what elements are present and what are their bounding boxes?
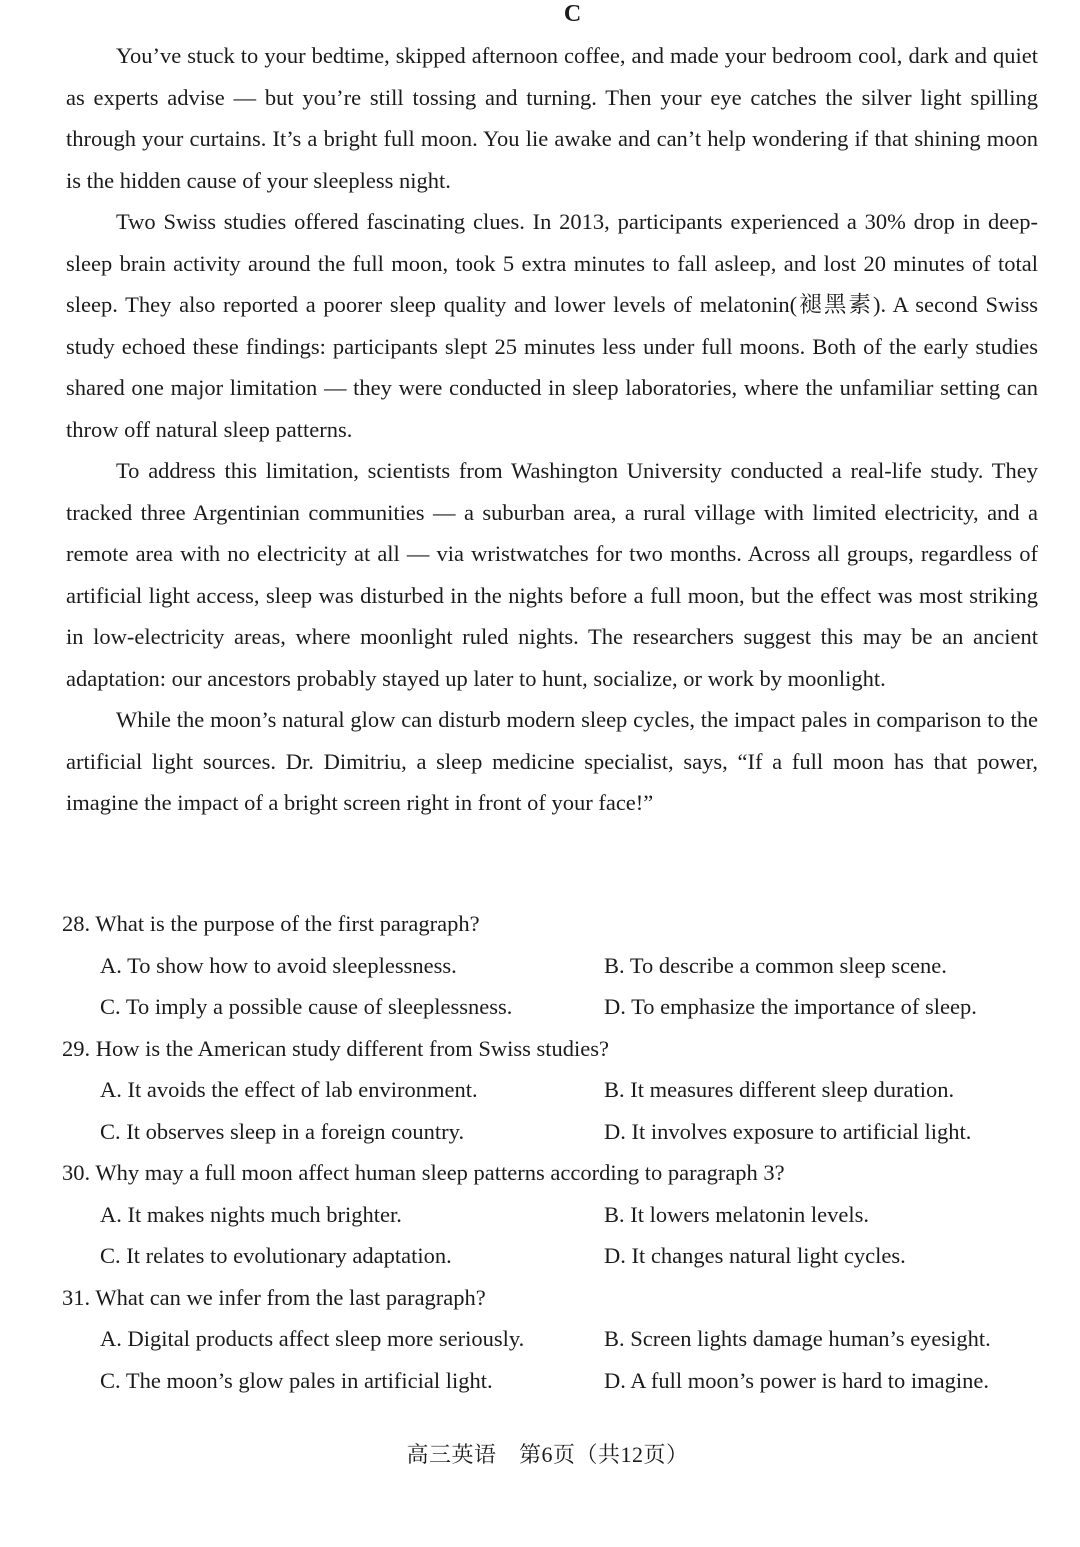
option-b: B. To describe a common sleep scene.	[604, 952, 947, 978]
option-a: A. Digital products affect sleep more seriously.	[100, 1326, 525, 1351]
question-29	[62, 1028, 1042, 1153]
section-letter: C	[563, 1, 582, 27]
passage-paragraph-4: While the moon’s natural glow can disturb modern sleep cycles, the impact pales in comparison to the artificial light sources. Dr. Dimitriu, a sleep medicine specialist, says, “If a full moon has that power, imagine the impact of a bright screen right in front of your face!”	[66, 707, 1038, 815]
option-b: B. It measures different sleep duration.	[604, 1077, 955, 1102]
option-row	[62, 1069, 1042, 1111]
question-30	[62, 1152, 1042, 1277]
question-28	[62, 903, 1042, 1028]
question-stem: 30. Why may a full moon affect human sleep patterns according to paragraph 3?	[62, 1160, 785, 1185]
question-31	[62, 1277, 1042, 1402]
option-d: D. It involves exposure to artificial light.	[604, 1118, 972, 1144]
page-footer: 高三英语 第6页（共12页）	[406, 1442, 689, 1467]
passage-paragraph-1: You’ve stuck to your bedtime, skipped afternoon coffee, and made your bedroom cool, dark and quiet as experts advise — but you’re still tossing and turning. Then your eye catches the silver light spilling through your curtains. It’s a bright full moon. You lie awake and can’t help wondering if that shining moon is the hidden cause of your sleepless night.	[66, 43, 1038, 193]
option-a: A. To show how to avoid sleeplessness.	[100, 952, 457, 978]
option-row	[62, 1111, 1042, 1153]
option-a: A. It makes nights much brighter.	[100, 1201, 402, 1227]
option-d: D. It changes natural light cycles.	[604, 1243, 906, 1268]
option-d: D. To emphasize the importance of sleep.	[604, 994, 977, 1019]
question-list	[62, 903, 1042, 1401]
option-c: C. The moon’s glow pales in artificial light.	[100, 1367, 493, 1393]
question-stem: 29. How is the American study different from Swiss studies?	[62, 1035, 610, 1061]
option-b: B. Screen lights damage human’s eyesight.	[604, 1326, 991, 1351]
option-d: D. A full moon’s power is hard to imagine.	[604, 1367, 989, 1393]
question-stem: 31. What can we infer from the last paragraph?	[62, 1284, 486, 1310]
option-row	[62, 945, 1042, 987]
option-c: C. It observes sleep in a foreign country.	[100, 1118, 465, 1144]
option-row	[62, 986, 1042, 1028]
option-a: A. It avoids the effect of lab environment.	[100, 1077, 478, 1102]
option-row	[62, 1360, 1042, 1402]
option-b: B. It lowers melatonin levels.	[604, 1201, 869, 1227]
option-c: C. To imply a possible cause of sleeplessness.	[100, 994, 513, 1019]
option-row	[62, 1194, 1042, 1236]
option-row	[62, 1235, 1042, 1277]
reading-passage	[66, 35, 1038, 824]
passage-paragraph-2: Two Swiss studies offered fascinating clues. In 2013, participants experienced a 30% drop in deep-sleep brain activity around the full moon, took 5 extra minutes to fall asleep, and lost 20 minutes of total sleep. They also reported a poorer sleep quality and lower levels of melatonin(褪黑素). A second Swiss study echoed these findings: participants slept 25 minutes less under full moons. Both of the early studies shared one major limitation — they were conducted in sleep laboratories, where the unfamiliar setting can throw off natural sleep patterns.	[66, 209, 1038, 442]
question-stem: 28. What is the purpose of the first paragraph?	[62, 911, 480, 936]
option-row	[62, 1318, 1042, 1360]
passage-paragraph-3: To address this limitation, scientists from Washington University conducted a real-life study. They tracked three Argentinian communities — a suburban area, a rural village with limited electricity, and a remote area with no electricity at all — via wristwatches for two months. Across all groups, regardless of artificial light access, sleep was disturbed in the nights before a full moon, but the effect was most striking in low-electricity areas, where moonlight ruled nights. The researchers suggest this may be an ancient adaptation: our ancestors probably stayed up later to hunt, socialize, or work by moonlight.	[66, 458, 1038, 691]
option-c: C. It relates to evolutionary adaptation.	[100, 1243, 452, 1268]
